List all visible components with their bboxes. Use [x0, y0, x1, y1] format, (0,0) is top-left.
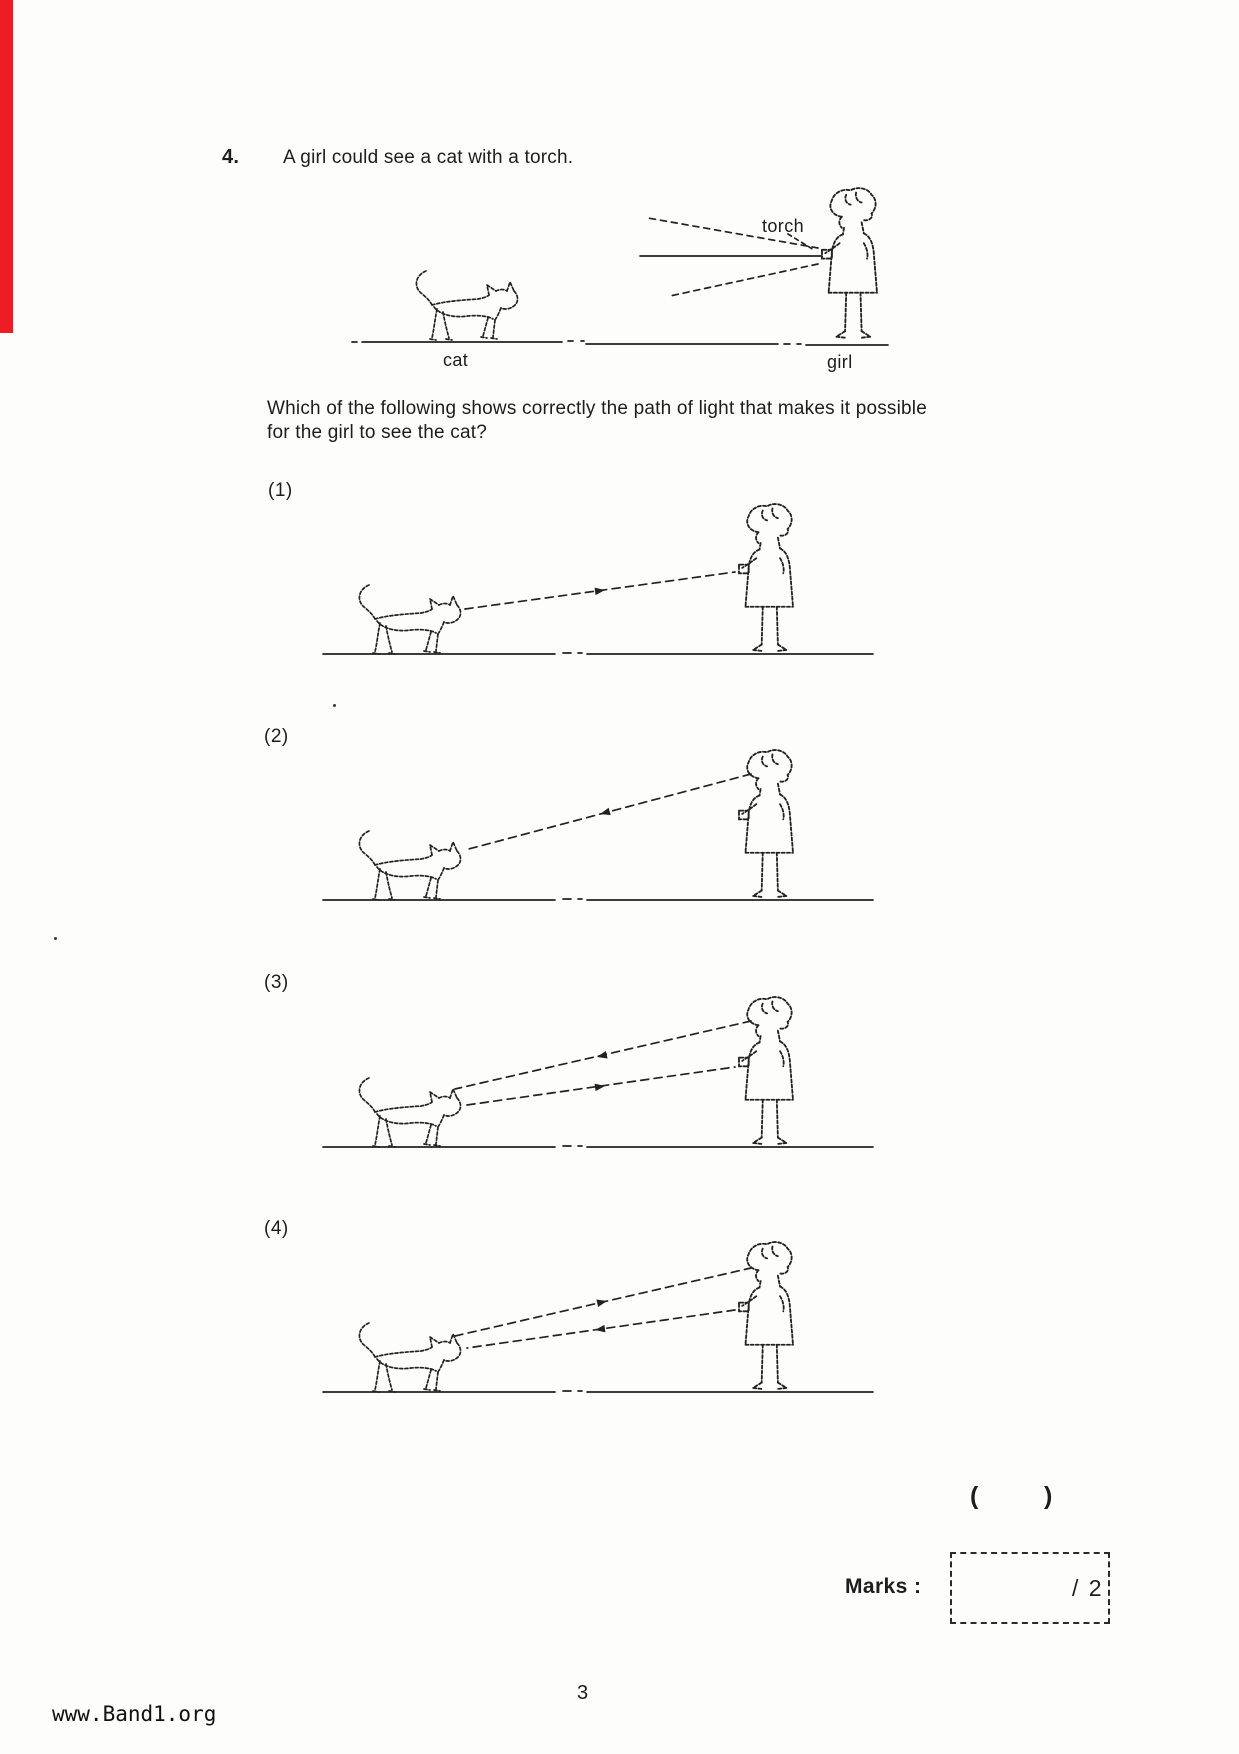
- ray-arrowhead-right: [595, 1082, 606, 1091]
- question-intro-text: A girl could see a cat with a torch.: [283, 147, 574, 168]
- question-number: 4.: [222, 146, 240, 168]
- intro-figure-drawing: [348, 168, 893, 383]
- marks-value: / 2: [1072, 1575, 1104, 1601]
- question-prompt-line2: for the girl to see the cat?: [267, 422, 487, 443]
- girl-figure: [739, 1242, 793, 1389]
- ray-arrowhead-left: [599, 808, 611, 818]
- scan-speck: [54, 937, 57, 940]
- cat-label: cat: [443, 350, 469, 370]
- cat-figure: [416, 271, 517, 340]
- option-2-diagram: [315, 738, 880, 910]
- girl-figure: [739, 750, 793, 897]
- girl-figure: [739, 504, 793, 651]
- option-3-diagram: [315, 985, 880, 1157]
- option-2-label: (2): [264, 726, 289, 747]
- girl-figure: [739, 997, 793, 1144]
- ground-line-right: [586, 344, 888, 345]
- cat-figure: [359, 831, 460, 900]
- option-4-label: (4): [264, 1218, 289, 1239]
- ground-line-left: [352, 341, 584, 342]
- page-number: 3: [577, 1682, 589, 1704]
- marks-label: Marks :: [845, 1575, 922, 1598]
- cat-figure: [359, 585, 460, 654]
- girl-figure: [822, 188, 877, 338]
- site-watermark: www.Band1.org: [52, 1702, 217, 1726]
- option-4-diagram: [315, 1230, 880, 1402]
- torch-label: torch: [762, 216, 805, 236]
- option-1-diagram: [315, 492, 880, 664]
- answer-bracket-close: ): [1044, 1482, 1053, 1510]
- question-prompt-line1: Which of the following shows correctly the path of light that makes it possible: [267, 398, 927, 419]
- cat-figure: [359, 1323, 460, 1392]
- answer-bracket-open: (: [970, 1482, 979, 1510]
- intro-figure: [348, 168, 893, 383]
- torch-beam-lower-ray: [670, 264, 818, 296]
- option-3-label: (3): [264, 972, 289, 993]
- ground-line: [323, 1391, 873, 1392]
- ground-line: [323, 899, 873, 900]
- scan-speck: [333, 704, 336, 707]
- ground-line: [323, 653, 873, 654]
- ground-line: [323, 1146, 873, 1147]
- option-1-label: (1): [268, 480, 293, 501]
- girl-label: girl: [827, 352, 853, 372]
- scan-red-edge-bar: [0, 0, 13, 333]
- cat-figure: [359, 1078, 460, 1147]
